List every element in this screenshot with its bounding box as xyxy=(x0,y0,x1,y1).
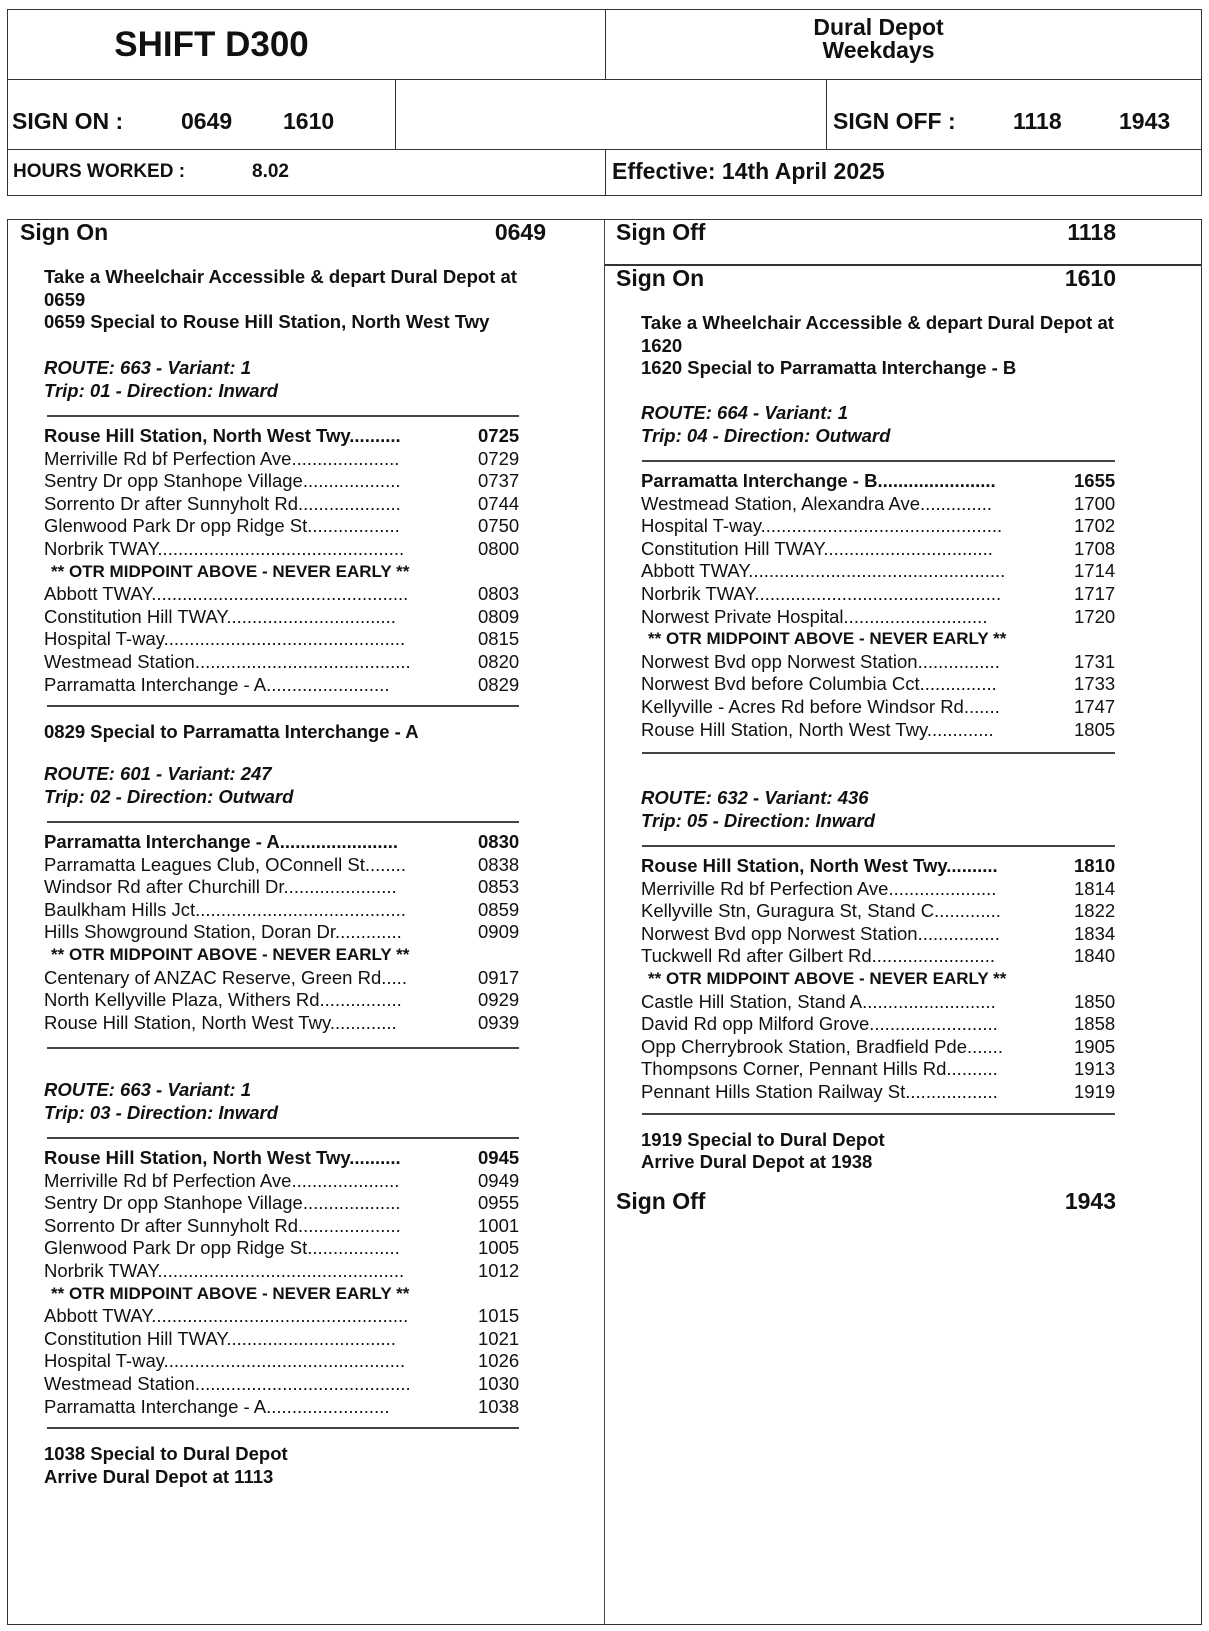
stop-name: Baulkham Hills Jct......................................... xyxy=(44,898,406,920)
timetable-stop-row xyxy=(641,695,1124,718)
stop-name: Hills Showground Station, Doran Dr............. xyxy=(44,921,402,943)
trip-after-note: 1919 Special to Dural Depot xyxy=(641,1128,885,1150)
timetable-stop-row xyxy=(44,1327,528,1350)
timetable-stop-row xyxy=(44,898,528,921)
stop-name: Windsor Rd after Churchill Dr...................... xyxy=(44,876,397,898)
trip-after-note: 0829 Special to Parramatta Interchange - A xyxy=(44,721,419,743)
stop-name: Thompsons Corner, Pennant Hills Rd.......... xyxy=(641,1058,998,1080)
stop-name: Glenwood Park Dr opp Ridge St.................. xyxy=(44,515,400,537)
shift-title-cell xyxy=(8,10,606,80)
timetable-stop-row xyxy=(641,854,1124,877)
route-line: ROUTE: 632 - Variant: 436 xyxy=(641,787,869,808)
depart-instruction-line: 1620 xyxy=(641,334,683,356)
stop-name: Parramatta Interchange - B....................... xyxy=(641,470,996,491)
depot-name: Dural Depot xyxy=(813,14,944,40)
stop-time: 1655 xyxy=(1074,470,1116,491)
timetable-stop-row xyxy=(44,1349,528,1372)
stop-name: Norwest Bvd opp Norwest Station................ xyxy=(641,650,1000,672)
stop-time: 1747 xyxy=(1074,696,1116,717)
timetable-stop-row xyxy=(641,559,1124,582)
timetable-stop-row xyxy=(641,492,1124,515)
stop-name: Parramatta Leagues Club, OConnell St........ xyxy=(44,853,406,875)
stop-time: 0949 xyxy=(478,1169,520,1191)
stop-name: Sorrento Dr after Sunnyholt Rd.................... xyxy=(44,492,401,514)
timetable-stop-row xyxy=(44,447,528,470)
stop-name: Abbott TWAY.................................................. xyxy=(44,583,409,605)
timetable-stop-row xyxy=(44,424,528,447)
route-line: ROUTE: 663 - Variant: 1 xyxy=(44,1079,251,1100)
timetable-stop-row xyxy=(44,875,528,898)
timetable-stop-row xyxy=(44,673,528,696)
stop-time: 0729 xyxy=(478,447,520,469)
stop-time: 1805 xyxy=(1074,718,1116,740)
timetable-stop-row xyxy=(44,830,528,853)
depot-cell xyxy=(606,10,1201,80)
timetable-stop-row xyxy=(44,650,528,673)
sign-on-time-1: 0649 xyxy=(181,108,233,134)
trip-direction-line: Trip: 04 - Direction: Outward xyxy=(641,424,891,446)
stop-time: 1708 xyxy=(1074,537,1116,559)
stop-name: Hospital T-way............................................... xyxy=(44,1350,406,1372)
timetable-stop-row xyxy=(44,1214,528,1237)
stop-name: Rouse Hill Station, North West Twy............. xyxy=(641,718,994,740)
stop-name: Norbrik TWAY................................................ xyxy=(44,538,405,559)
day-type: Weekdays xyxy=(822,37,935,63)
stop-name: Rouse Hill Station, North West Twy.......... xyxy=(44,1147,401,1168)
stop-name: Castle Hill Station, Stand A.......................... xyxy=(641,990,996,1012)
timetable-stop-row xyxy=(641,582,1124,605)
stop-time: 1717 xyxy=(1074,583,1116,604)
timetable-stop-row xyxy=(641,899,1124,922)
timetable-stop-row xyxy=(44,1304,528,1327)
stop-name: Rouse Hill Station, North West Twy.......... xyxy=(641,855,998,876)
timetable-stop-row xyxy=(641,718,1124,741)
stop-time: 1026 xyxy=(478,1350,520,1372)
sign-on-time-2: 1610 xyxy=(283,108,335,134)
stop-time: 0820 xyxy=(478,651,520,672)
trip-direction-line: Trip: 05 - Direction: Inward xyxy=(641,809,876,831)
stop-time: 1913 xyxy=(1074,1058,1116,1080)
stop-name: Kellyville - Acres Rd before Windsor Rd....... xyxy=(641,696,1000,717)
timetable-stop-row xyxy=(641,650,1124,673)
timetable-stop-row xyxy=(641,877,1124,900)
sign-off-time: 1118 xyxy=(1067,219,1116,245)
stop-time: 0859 xyxy=(478,898,520,920)
route-line: ROUTE: 601 - Variant: 247 xyxy=(44,763,272,784)
hours-worked-label: HOURS WORKED : xyxy=(13,161,186,182)
trip-rule-bottom xyxy=(47,1047,519,1049)
shift-title: SHIFT D300 xyxy=(114,24,309,64)
depart-instruction-line: Take a Wheelchair Accessible & depart Dural Depot at xyxy=(44,266,517,287)
timetable-stop-row xyxy=(641,990,1124,1013)
stop-time: 0909 xyxy=(478,921,520,943)
otr-midpoint-note: ** OTR MIDPOINT ABOVE - NEVER EARLY ** xyxy=(51,945,410,964)
stop-time: 1850 xyxy=(1074,990,1116,1012)
sign-on-label: Sign On xyxy=(616,265,705,291)
stop-time: 0815 xyxy=(478,628,520,650)
timetable-stop-row xyxy=(44,988,528,1011)
trip-rule-bottom xyxy=(47,705,519,707)
timetable-stop-row xyxy=(44,1169,528,1192)
trip-rule-bottom xyxy=(642,1113,1115,1115)
stop-name: Rouse Hill Station, North West Twy.......... xyxy=(44,425,401,446)
stop-time: 1714 xyxy=(1074,560,1116,582)
stop-time: 1720 xyxy=(1074,605,1116,627)
stop-time: 1005 xyxy=(478,1237,520,1259)
trip-rule-top xyxy=(47,415,519,417)
timetable-stop-row xyxy=(641,1012,1124,1035)
timetable-stop-row xyxy=(44,514,528,537)
stop-time: 0853 xyxy=(478,876,520,898)
stop-name: Parramatta Interchange - A........................ xyxy=(44,673,390,695)
stop-time: 0809 xyxy=(478,605,520,627)
stop-time: 0830 xyxy=(478,831,520,852)
stop-time: 1021 xyxy=(478,1327,520,1349)
otr-midpoint-note: ** OTR MIDPOINT ABOVE - NEVER EARLY ** xyxy=(648,629,1007,649)
timetable-stop-row xyxy=(44,1011,528,1034)
stop-name: Constitution Hill TWAY................................. xyxy=(44,605,396,627)
stop-name: Pennant Hills Station Railway St.................. xyxy=(641,1081,998,1102)
timetable-stop-row xyxy=(641,944,1124,967)
timetable-stop-row xyxy=(44,469,528,492)
stop-time: 0945 xyxy=(478,1147,520,1168)
timetable-stop-row xyxy=(44,1146,528,1169)
stop-time: 0829 xyxy=(478,673,520,695)
sign-on-cell xyxy=(8,80,396,150)
stop-time: 1731 xyxy=(1074,650,1116,672)
trip-rule-top xyxy=(47,821,519,823)
stop-name: Westmead Station, Alexandra Ave.............. xyxy=(641,492,993,514)
sign-on-time: 1610 xyxy=(1064,265,1116,291)
stop-name: Constitution Hill TWAY................................. xyxy=(44,1327,396,1349)
column-divider xyxy=(604,220,605,1624)
stop-time: 0917 xyxy=(478,966,520,988)
stop-name: Centenary of ANZAC Reserve, Green Rd..... xyxy=(44,966,407,988)
stop-time: 1834 xyxy=(1074,922,1116,944)
stop-time: 1700 xyxy=(1074,492,1116,514)
trip-rule-top xyxy=(642,460,1115,462)
shift-header xyxy=(7,9,1202,196)
timetable-stop-row xyxy=(641,1057,1124,1080)
stop-time: 1810 xyxy=(1074,855,1116,876)
stop-time: 1015 xyxy=(478,1305,520,1327)
stop-time: 1012 xyxy=(478,1260,520,1281)
timetable-stop-row xyxy=(44,627,528,650)
timetable-stop-row xyxy=(44,1191,528,1214)
depart-instruction-line: 0659 xyxy=(44,288,86,310)
stop-name: Norwest Bvd opp Norwest Station................ xyxy=(641,922,1000,944)
route-line: ROUTE: 664 - Variant: 1 xyxy=(641,402,848,423)
shift-detail xyxy=(7,219,1202,1625)
otr-midpoint-note: ** OTR MIDPOINT ABOVE - NEVER EARLY ** xyxy=(648,969,1007,988)
stop-name: Rouse Hill Station, North West Twy............. xyxy=(44,1011,397,1033)
stop-name: Merriville Rd bf Perfection Ave..................... xyxy=(641,877,997,899)
sign-off-time-2: 1943 xyxy=(1119,108,1171,134)
stop-name: Hospital T-way............................................... xyxy=(44,628,406,650)
stop-name: Sentry Dr opp Stanhope Village................... xyxy=(44,470,401,492)
sign-off-label: Sign Off xyxy=(616,1188,706,1214)
timetable-stop-row xyxy=(44,605,528,628)
stop-name: Norwest Private Hospital............................ xyxy=(641,605,988,627)
trip-direction-line: Trip: 02 - Direction: Outward xyxy=(44,785,294,807)
timetable-stop-row xyxy=(44,1372,528,1395)
timetable-stop-row xyxy=(641,514,1124,537)
stop-name: North Kellyville Plaza, Withers Rd................ xyxy=(44,989,402,1011)
stop-name: Constitution Hill TWAY................................. xyxy=(641,537,993,559)
stop-name: Merriville Rd bf Perfection Ave..................... xyxy=(44,1169,400,1191)
stop-name: Hospital T-way............................................... xyxy=(641,515,1003,537)
trip-after-note: 1038 Special to Dural Depot xyxy=(44,1443,288,1465)
stop-name: Westmead Station.......................................... xyxy=(44,651,411,672)
trip-direction-line: Trip: 01 - Direction: Inward xyxy=(44,379,279,401)
stop-time: 1814 xyxy=(1074,877,1116,899)
stop-name: Parramatta Interchange - A....................... xyxy=(44,831,398,852)
stop-time: 0737 xyxy=(478,470,520,492)
depart-instruction-line: 0659 Special to Rouse Hill Station, North West Twy xyxy=(44,311,490,333)
stop-time: 1822 xyxy=(1074,900,1116,922)
trip-rule-bottom xyxy=(642,752,1115,754)
stop-name: Sorrento Dr after Sunnyholt Rd.................... xyxy=(44,1214,401,1236)
stop-name: Abbott TWAY.................................................. xyxy=(44,1305,409,1327)
stop-time: 1733 xyxy=(1074,673,1116,695)
effective-date: Effective: 14th April 2025 xyxy=(612,158,885,184)
sign-off-cell xyxy=(827,80,1201,150)
stop-name: Merriville Rd bf Perfection Ave..................... xyxy=(44,447,400,469)
hours-worked-cell xyxy=(8,150,606,195)
sign-on-label: SIGN ON : xyxy=(12,108,124,134)
stop-name: Norbrik TWAY................................................ xyxy=(44,1260,405,1281)
stop-time: 0838 xyxy=(478,853,520,875)
timetable-stop-row xyxy=(44,1259,528,1282)
stop-name: David Rd opp Milford Grove......................... xyxy=(641,1013,998,1035)
blank-cell xyxy=(396,80,827,150)
timetable-stop-row xyxy=(641,605,1124,628)
stop-time: 0744 xyxy=(478,492,520,514)
stop-name: Westmead Station.......................................... xyxy=(44,1373,411,1394)
stop-time: 1038 xyxy=(478,1395,520,1417)
stop-name: Sentry Dr opp Stanhope Village................... xyxy=(44,1192,401,1214)
route-line: ROUTE: 663 - Variant: 1 xyxy=(44,357,251,378)
trip-rule-top xyxy=(47,1137,519,1139)
stop-time: 0800 xyxy=(478,538,520,559)
hours-worked-value: 8.02 xyxy=(252,161,289,182)
stop-time: 1919 xyxy=(1074,1081,1116,1102)
trip-after-note: Arrive Dural Depot at 1113 xyxy=(44,1465,274,1487)
depart-instruction-line: Take a Wheelchair Accessible & depart Dural Depot at xyxy=(641,312,1114,333)
stop-name: Opp Cherrybrook Station, Bradfield Pde....... xyxy=(641,1035,1003,1057)
stop-name: Glenwood Park Dr opp Ridge St.................. xyxy=(44,1237,400,1259)
stop-time: 1702 xyxy=(1074,515,1116,537)
stop-time: 0725 xyxy=(478,425,520,446)
timetable-stop-row xyxy=(44,1236,528,1259)
stop-name: Tuckwell Rd after Gilbert Rd........................ xyxy=(641,945,995,967)
stop-time: 1001 xyxy=(478,1214,520,1236)
timetable-stop-row xyxy=(641,672,1124,695)
stop-name: Kellyville Stn, Guragura St, Stand C............. xyxy=(641,900,1001,922)
trip-after-note: Arrive Dural Depot at 1938 xyxy=(641,1151,873,1173)
stop-time: 1030 xyxy=(478,1373,520,1394)
depart-instruction-line: 1620 Special to Parramatta Interchange - B xyxy=(641,357,1017,379)
sign-off-label: Sign Off xyxy=(616,219,706,245)
timetable-stop-row xyxy=(44,1395,528,1418)
timetable-stop-row xyxy=(44,966,528,989)
stop-name: Abbott TWAY.................................................. xyxy=(641,560,1006,582)
stop-time: 0803 xyxy=(478,583,520,605)
timetable-stop-row xyxy=(641,537,1124,560)
sign-off-label: SIGN OFF : xyxy=(833,108,956,134)
effective-date-cell xyxy=(606,150,1201,195)
timetable-stop-row xyxy=(44,537,528,560)
stop-name: Parramatta Interchange - A........................ xyxy=(44,1395,390,1417)
trip-direction-line: Trip: 03 - Direction: Inward xyxy=(44,1101,279,1123)
stop-time: 0939 xyxy=(478,1011,520,1033)
sign-on-label: Sign On xyxy=(20,219,109,245)
timetable-stop-row xyxy=(44,492,528,515)
timetable-stop-row xyxy=(44,582,528,605)
stop-name: Norwest Bvd before Columbia Cct............... xyxy=(641,673,997,695)
sign-on-time: 0649 xyxy=(494,219,546,245)
timetable-stop-row xyxy=(641,922,1124,945)
timetable-stop-row xyxy=(641,1035,1124,1058)
stop-time: 1905 xyxy=(1074,1035,1116,1057)
stop-time: 1840 xyxy=(1074,945,1116,967)
stop-time: 0955 xyxy=(478,1192,520,1214)
timetable-stop-row xyxy=(641,469,1124,492)
trip-rule-top xyxy=(642,845,1115,847)
trip-rule-bottom xyxy=(47,1427,519,1429)
timetable-stop-row xyxy=(44,920,528,943)
stop-time: 1858 xyxy=(1074,1013,1116,1035)
sign-off-time: 1943 xyxy=(1064,1188,1116,1214)
stop-time: 0750 xyxy=(478,515,520,537)
otr-midpoint-note: ** OTR MIDPOINT ABOVE - NEVER EARLY ** xyxy=(51,561,410,581)
timetable-stop-row xyxy=(641,1080,1124,1103)
timetable-stop-row xyxy=(44,853,528,876)
sign-off-time-1: 1118 xyxy=(1013,108,1062,134)
otr-midpoint-note: ** OTR MIDPOINT ABOVE - NEVER EARLY ** xyxy=(51,1283,410,1303)
stop-time: 0929 xyxy=(478,989,520,1011)
stop-name: Norbrik TWAY................................................ xyxy=(641,583,1002,604)
